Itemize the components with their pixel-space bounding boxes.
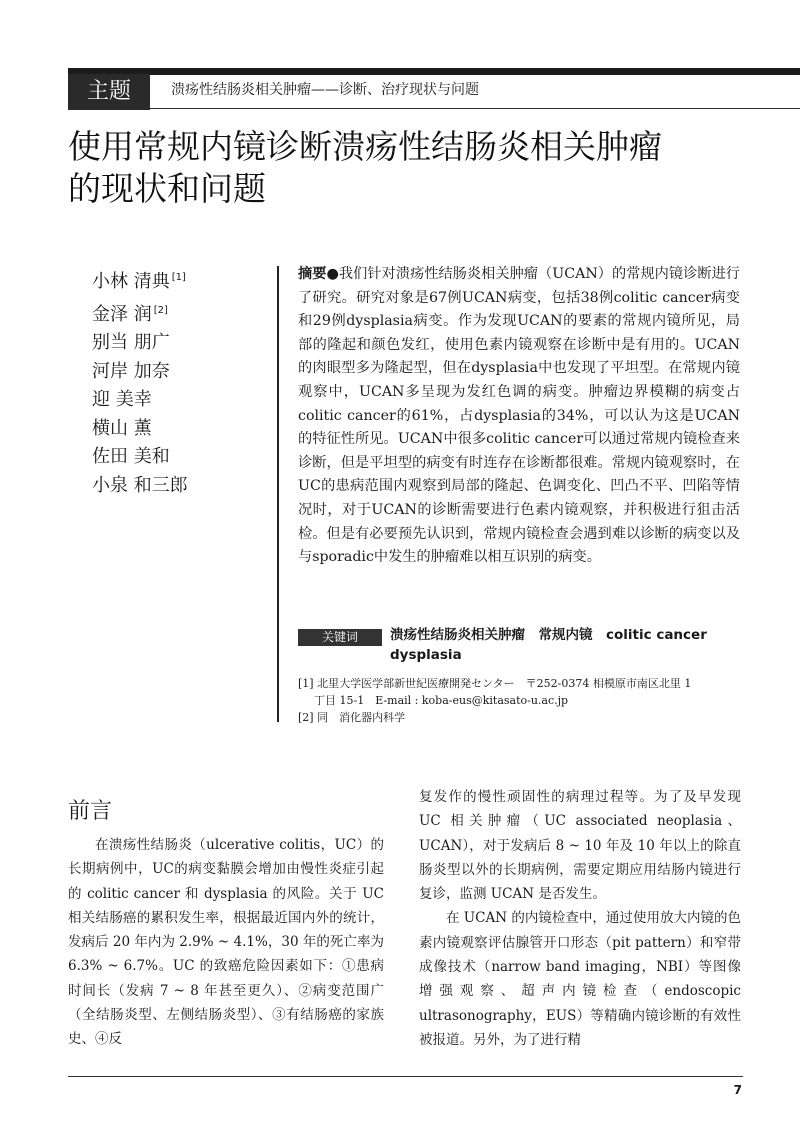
author: 佐田 美和 xyxy=(92,446,170,467)
section-label: 主题 xyxy=(68,74,150,110)
footer-rule xyxy=(68,1076,743,1077)
author: 横山 薫 xyxy=(92,417,152,439)
abstract-divider xyxy=(277,266,279,722)
abstract-text: 我们针对溃疡性结肠炎相关肿瘤（UCAN）的常规内镜诊断进行了研究。研究对象是67例UCAN病变，包括38例colitic cancer病变和29例dysplasia病变。作为发现UCAN的要素的常规内镜所见，局部的隆起和颜色发红，使用色素内镜观察在诊断中是有用的。UCAN的肉眼型多为隆起型，但在dysplasia中也发现了平坦型。在常规内镜观察中，UCAN多呈现为发红色调的病变。肿瘤边界模糊的病变占colitic cancer的61%，占dysplasia的34%，可以认为这是UCAN的特征性所见。UCAN中很多colitic cancer可以通过常规内镜检查来诊断，但是平坦型的病变有时连存在诊断都很难。常规内镜观察时，在UC的患病范围内观察到局部的隆起、色调变化、凹凸不平、凹陷等情况时，对于UCAN的诊断需要进行色素内镜观察，并积极进行狙击活检。但是有必要预先认识到，常规内镜检查会遇到难以诊断的病变以及与sporadic中发生的肿瘤难以相互识别的病变。 xyxy=(298,266,740,566)
article-title-line1: 使用常规内镜诊断溃疡性结肠炎相关肿瘤 xyxy=(68,127,662,166)
paragraph: 复发作的慢性顽固性的病理过程等。为了及早发现 UC 相关肿瘤（UC associated neoplasia、UCAN），对于发病后 8 ~ 10 年及 10 年以上的除直肠炎型以外的长期病例，需要定期应用结肠内镜进行复诊，监测 UCAN 是否发生。 xyxy=(419,789,741,903)
author: 小林 清典 [1] xyxy=(92,271,186,292)
author-list xyxy=(92,264,188,500)
paragraph: 在 UCAN 的内镜检查中，通过使用放大内镜的色素内镜观察评估腺管开口形态（pit pattern）和窄带成像技术（narrow band imaging，NBI）等图像增强观察、超声内镜检查（endoscopic ultrasonography，EUS）等精确内镜诊断的有效性被报道。另外，为了进行精 xyxy=(419,910,741,1048)
affiliations xyxy=(298,675,748,726)
footnote-1-cont: 丁目 15-1 E-mail : koba-eus@kitasato-u.ac.jp xyxy=(314,694,569,707)
header-rule xyxy=(150,108,800,109)
topic-title: 溃疡性结肠炎相关肿瘤——诊断、治疗现状与问题 xyxy=(171,82,479,98)
abstract-label: 摘要● xyxy=(298,266,339,282)
author: 别当 朋广 xyxy=(92,332,170,353)
header-bar xyxy=(68,68,800,75)
article-title-line2: 的现状和问题 xyxy=(68,169,266,208)
author: 小泉 和三郎 xyxy=(92,474,188,496)
keywords-label: 关键词 xyxy=(298,629,382,646)
section-heading: 前言 xyxy=(68,799,113,824)
author: 金泽 润 [2] xyxy=(92,303,168,325)
footnote-1: [1] 北里大学医学部新世紀医療開発センター 〒252-0374 相模原市南区北里 1 xyxy=(298,677,692,690)
body-column-left xyxy=(68,833,384,1052)
paragraph: 在溃疡性结肠炎（ulcerative colitis，UC）的长期病例中，UC的病变黏膜会增加由慢性炎症引起的 colitic cancer 和 dysplasia 的风险。关于 UC 相关结肠癌的累积发生率，根据最近国内外的统计，发病后 20 年内为 2.9% ~ 4.1%，30 年的死亡率为 6.3% ~ 6.7%。UC 的致癌危险因素如下：①患病时间长（发病 7 ~ 8 年甚至更久）、②病变范围广（全结肠炎型、左侧结肠炎型）、③有结肠癌的家族史、④反 xyxy=(68,837,384,1048)
author: 迎 美幸 xyxy=(92,389,152,410)
abstract xyxy=(298,263,740,570)
footnote-2: [2] 同 消化器内科学 xyxy=(298,711,406,724)
page-number: 7 xyxy=(733,1083,742,1097)
author: 河岸 加奈 xyxy=(92,360,170,382)
body-column-right xyxy=(419,785,741,1052)
article-title xyxy=(68,126,748,210)
keywords-text: 溃疡性结肠炎相关肿瘤 常规内镜 colitic cancer dysplasia xyxy=(390,627,707,663)
